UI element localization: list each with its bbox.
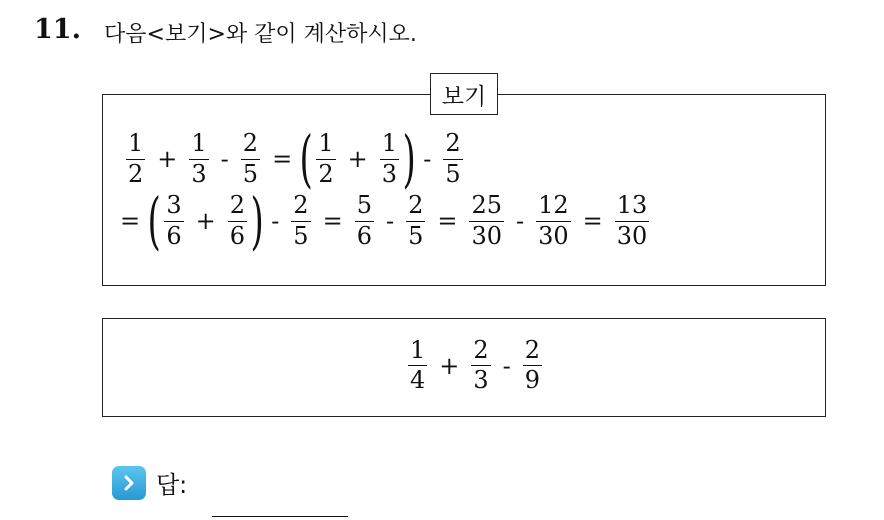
answer-row <box>112 465 187 500</box>
fraction: $\frac{2}{5}$ <box>242 129 259 188</box>
fraction: $\frac{1}{2}$ <box>128 129 144 188</box>
fraction: $\frac{2}{3}$ <box>473 336 489 395</box>
right-paren: ) <box>250 184 264 257</box>
fraction: $\frac{2}{5}$ <box>445 129 461 188</box>
answer-label: 답: <box>156 471 188 499</box>
operator: - <box>271 207 280 235</box>
fraction: $\frac{1}{2}$ <box>318 129 334 188</box>
equals-sign: = <box>120 207 141 235</box>
operator: - <box>385 207 395 235</box>
question-number: 11. <box>34 14 81 45</box>
arrow-right-icon <box>112 466 146 500</box>
operator: + <box>347 145 368 173</box>
fraction: $\frac{25}{30}$ <box>471 191 503 250</box>
answer-blank[interactable] <box>212 516 348 517</box>
left-paren: ( <box>147 184 161 257</box>
fraction: $\frac{3}{6}$ <box>166 191 182 250</box>
equals-sign: = <box>322 207 343 235</box>
operator: - <box>516 207 525 235</box>
fraction: $\frac{2}{5}$ <box>408 191 424 250</box>
equals-sign: = <box>437 207 458 235</box>
equals-sign: = <box>272 145 293 173</box>
fraction: $\frac{1}{3}$ <box>381 129 398 188</box>
example-line-2 <box>120 184 653 257</box>
right-paren: ) <box>402 122 416 195</box>
problem-expression <box>404 338 546 393</box>
question-prompt: 다음<보기>와 같이 계산하시오. <box>104 22 417 47</box>
fraction: $\frac{1}{3}$ <box>191 129 207 188</box>
fraction: $\frac{13}{30}$ <box>616 191 648 250</box>
operator: + <box>157 145 178 173</box>
fraction: $\frac{5}{6}$ <box>356 191 372 250</box>
operator: - <box>220 145 229 173</box>
fraction: $\frac{2}{9}$ <box>524 336 541 395</box>
example-line-1 <box>122 122 467 195</box>
operator: - <box>502 351 511 380</box>
operator: + <box>439 351 460 380</box>
left-paren: ( <box>299 122 313 195</box>
fraction: $\frac{2}{6}$ <box>229 191 245 250</box>
fraction: $\frac{2}{5}$ <box>293 191 309 250</box>
operator: + <box>195 207 216 235</box>
fraction: $\frac{12}{30}$ <box>538 191 569 250</box>
operator: - <box>423 145 432 173</box>
equals-sign: = <box>582 207 603 235</box>
fraction: $\frac{1}{4}$ <box>410 336 426 395</box>
example-box-label: 보기 <box>430 73 498 115</box>
